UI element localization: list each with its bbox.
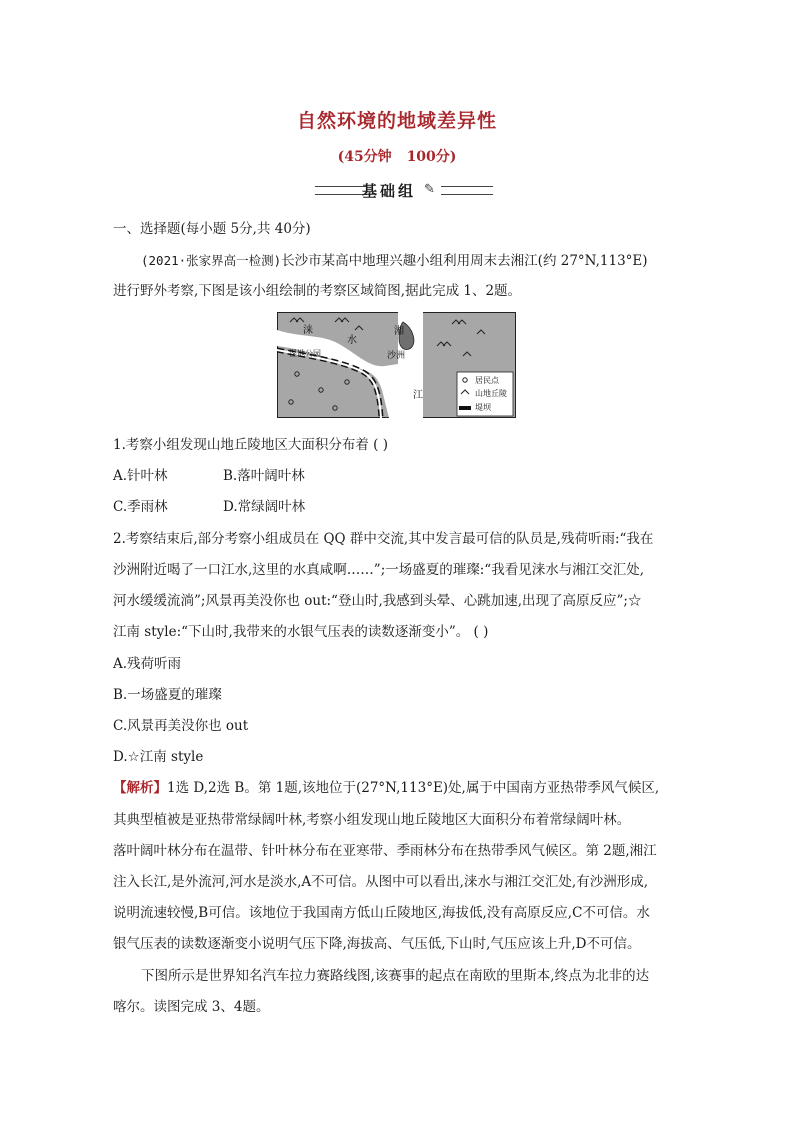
context-line-1 bbox=[113, 245, 683, 277]
map-label-jiang: 江 bbox=[413, 390, 423, 401]
question-2-line-4: 江南 style:“下山时,我带来的水银气压表的读数逐渐变小”。 ( ) bbox=[113, 624, 489, 640]
divider-right bbox=[441, 186, 493, 195]
q2-option-d[interactable]: D.☆江南 style bbox=[113, 749, 204, 765]
divider-left bbox=[315, 186, 367, 195]
legend-dam-icon bbox=[459, 406, 471, 410]
analysis-line-2: 其典型植被是亚热带常绿阔叶林,考察小组发现山地丘陵地区大面积分布着常绿阔叶林。 bbox=[113, 812, 631, 828]
next-context-line-2: 喀尔。读图完成 3、4题。 bbox=[113, 999, 270, 1015]
question-2-line-3: 河水缓缓流淌”;风景再美没你也 out:“登山时,我感到头晕、心跳加速,出现了高原反应”;☆ bbox=[113, 593, 642, 609]
question-1-stem: 1.考察小组发现山地丘陵地区大面积分布着 ( ) bbox=[113, 437, 388, 453]
q2-option-a[interactable]: A.残荷听雨 bbox=[113, 656, 182, 672]
q2-option-c[interactable]: C.风景再美没你也 out bbox=[113, 718, 249, 734]
legend-dam-label: 堤坝 bbox=[475, 403, 491, 412]
context-source: (2021·张家界高一检测) bbox=[141, 253, 282, 268]
next-context-line-1: 下图所示是世界知名汽车拉力赛路线图,该赛事的起点在南欧的里斯本,终点为北非的达 bbox=[141, 968, 650, 984]
q1-option-a[interactable]: A.针叶林 bbox=[113, 468, 168, 484]
section-intro: 一、选择题(每小题 5分,共 40分) bbox=[113, 221, 311, 237]
context-text-1: 长沙市某高中地理兴趣小组利用周末去湘江(约 27°N,113°E) bbox=[281, 253, 648, 269]
legend-residential-label: 居民点 bbox=[475, 376, 499, 385]
section-label: 基础组 bbox=[362, 182, 417, 200]
map-label-park: 湿地公园 bbox=[289, 349, 321, 358]
analysis-line-3: 落叶阔叶林分布在温带、针叶林分布在亚寒带、季雨林分布在热带季风气候区。第 2题,湘江 bbox=[113, 843, 657, 859]
pencil-icon: ✎ bbox=[424, 182, 435, 197]
question-2-line-1: 2.考察结束后,部分考察小组成员在 QQ 群中交流,其中发言最可信的队员是,残荷听雨:“我在 bbox=[113, 531, 654, 547]
time-limit: (45分钟 bbox=[337, 149, 392, 165]
question-2-line-2: 沙洲附近喝了一口江水,这里的水真咸啊……”;一场盛夏的璀璨:“我看见涞水与湘江交汇处, bbox=[113, 562, 644, 578]
map-label-shazhou: 沙洲 bbox=[387, 351, 406, 361]
legend-hills-label: 山地丘陵 bbox=[475, 389, 507, 398]
context-line-2: 进行野外考察,下图是该小组绘制的考察区域简图,据此完成 1、2题。 bbox=[113, 283, 522, 299]
map-label-xiang: 湘 bbox=[394, 326, 404, 337]
analysis-line-1 bbox=[113, 773, 683, 804]
map-label-shui: 水 bbox=[347, 335, 357, 346]
q1-option-b[interactable]: B.落叶阔叶林 bbox=[223, 468, 305, 484]
q1-option-c[interactable]: C.季雨林 bbox=[113, 499, 168, 515]
map-label-lai: 涞 bbox=[303, 325, 313, 336]
section-header bbox=[0, 180, 794, 202]
total-score: 100分) bbox=[406, 149, 457, 165]
analysis-line-6: 银气压表的读数逐渐变小说明气压下降,海拔高、气压低,下山时,气压应该上升,D不可信。 bbox=[113, 936, 641, 952]
page-subtitle bbox=[0, 146, 794, 166]
question-1-options-row-1 bbox=[113, 461, 683, 492]
question-1-options-row-2 bbox=[113, 492, 683, 523]
analysis-tag: 【解析】 bbox=[113, 780, 167, 796]
q2-option-b[interactable]: B.一场盛夏的璀璨 bbox=[113, 687, 222, 703]
analysis-line-4: 注入长江,是外流河,河水是淡水,A不可信。从图中可以看出,涞水与湘江交汇处,有沙洲形成, bbox=[113, 874, 648, 890]
q1-option-d[interactable]: D.常绿阔叶林 bbox=[223, 499, 306, 515]
page-title: 自然环境的地域差异性 bbox=[296, 110, 497, 132]
study-area-map bbox=[277, 312, 516, 418]
analysis-text-1: 1选 D,2选 B。第 1题,该地位于(27°N,113°E)处,属于中国南方亚热带季风气候区, bbox=[167, 780, 660, 796]
analysis-line-5: 说明流速较慢,B可信。该地位于我国南方低山丘陵地区,海拔低,没有高原反应,C不可信。水 bbox=[113, 905, 650, 921]
